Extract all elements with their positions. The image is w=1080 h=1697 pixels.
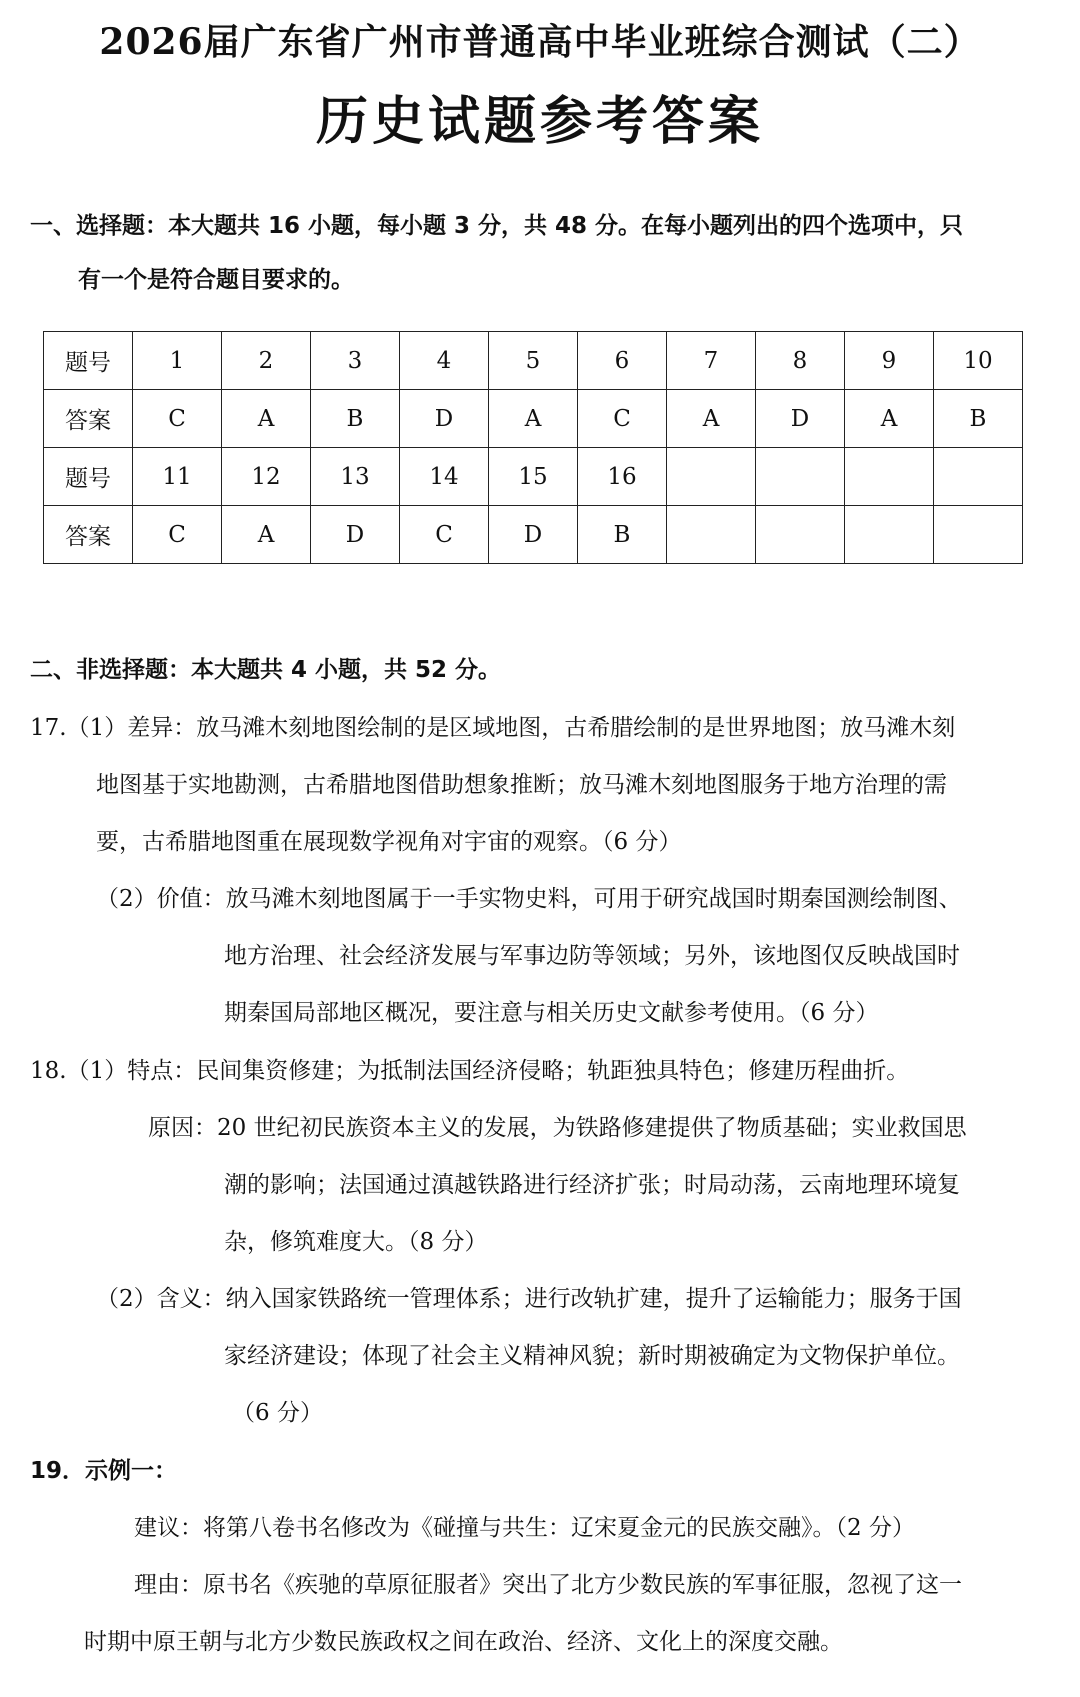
table-cell: 11 bbox=[133, 448, 222, 506]
table-cell: D bbox=[756, 390, 845, 448]
q18-part2-line3: （6 分） bbox=[232, 1400, 323, 1426]
header-cell: 题号 bbox=[44, 448, 133, 506]
table-row bbox=[44, 390, 1023, 448]
table-cell: 6 bbox=[578, 332, 667, 390]
q19-reason-line1: 理由：原书名《疾驰的草原征服者》突出了北方少数民族的军事征服，忽视了这一 bbox=[134, 1572, 962, 1598]
q17-part2-line2: 地方治理、社会经济发展与军事边防等领域；另外，该地图仅反映战国时 bbox=[224, 943, 960, 969]
table-row bbox=[44, 332, 1023, 390]
table-row bbox=[44, 448, 1023, 506]
page-title: 历史试题参考答案 bbox=[315, 92, 764, 152]
q18-part1-line1: 18.（1）特点：民间集资修建；为抵制法国经济侵略；轨距独具特色；修建历程曲折。 bbox=[30, 1058, 910, 1084]
table-cell: A bbox=[489, 390, 578, 448]
table-cell: B bbox=[578, 506, 667, 564]
header-cell: 答案 bbox=[44, 506, 133, 564]
q17-part1-line2: 地图基于实地勘测，古希腊地图借助想象推断；放马滩木刻地图服务于地方治理的需 bbox=[96, 772, 947, 798]
table-cell: A bbox=[667, 390, 756, 448]
q17-part2-line3: 期秦国局部地区概况，要注意与相关历史文献参考使用。（6 分） bbox=[224, 1000, 879, 1026]
table-cell: 7 bbox=[667, 332, 756, 390]
table-cell: D bbox=[311, 506, 400, 564]
q18-part1-line4: 杂，修筑难度大。（8 分） bbox=[224, 1229, 488, 1255]
table-cell: B bbox=[311, 390, 400, 448]
table-cell bbox=[934, 506, 1023, 564]
table-cell bbox=[845, 448, 934, 506]
q19-heading: 19．示例一： bbox=[30, 1458, 178, 1484]
table-cell: 3 bbox=[311, 332, 400, 390]
table-cell: 5 bbox=[489, 332, 578, 390]
table-cell: C bbox=[578, 390, 667, 448]
table-cell: 4 bbox=[400, 332, 489, 390]
table-cell bbox=[845, 506, 934, 564]
section2-heading: 二、非选择题：本大题共 4 小题，共 52 分。 bbox=[30, 657, 502, 683]
table-cell: D bbox=[489, 506, 578, 564]
table-cell: A bbox=[222, 390, 311, 448]
table-cell: 13 bbox=[311, 448, 400, 506]
exam-title: 2026届广东省广州市普通高中毕业班综合测试（二） bbox=[99, 21, 981, 63]
table-cell bbox=[934, 448, 1023, 506]
q18-part2-line1: （2）含义：纳入国家铁路统一管理体系；进行改轨扩建，提升了运输能力；服务于国 bbox=[96, 1286, 962, 1312]
q19-suggestion: 建议：将第八卷书名修改为《碰撞与共生：辽宋夏金元的民族交融》。（2 分） bbox=[134, 1515, 915, 1541]
answer-table bbox=[43, 331, 1023, 564]
q17-part2-line1: （2）价值：放马滩木刻地图属于一手实物史料，可用于研究战国时期秦国测绘制图、 bbox=[96, 886, 962, 912]
table-cell bbox=[667, 448, 756, 506]
table-cell: 12 bbox=[222, 448, 311, 506]
q17-part1-line1: 17.（1）差异：放马滩木刻地图绘制的是区域地图，古希腊绘制的是世界地图；放马滩木刻 bbox=[30, 715, 956, 741]
table-cell: C bbox=[400, 506, 489, 564]
table-cell: A bbox=[845, 390, 934, 448]
table-cell: 15 bbox=[489, 448, 578, 506]
table-cell: 8 bbox=[756, 332, 845, 390]
table-cell: C bbox=[133, 390, 222, 448]
table-cell: 10 bbox=[934, 332, 1023, 390]
table-cell: 16 bbox=[578, 448, 667, 506]
header-cell: 题号 bbox=[44, 332, 133, 390]
table-cell: B bbox=[934, 390, 1023, 448]
table-cell: 9 bbox=[845, 332, 934, 390]
table-cell: 14 bbox=[400, 448, 489, 506]
table-cell: 2 bbox=[222, 332, 311, 390]
table-cell bbox=[756, 506, 845, 564]
header-cell: 答案 bbox=[44, 390, 133, 448]
table-cell: 1 bbox=[133, 332, 222, 390]
q17-part1-line3: 要，古希腊地图重在展现数学视角对宇宙的观察。（6 分） bbox=[96, 829, 682, 855]
q19-reason-line2: 时期中原王朝与北方少数民族政权之间在政治、经济、文化上的深度交融。 bbox=[84, 1629, 843, 1655]
section1-heading: 一、选择题：本大题共 16 小题，每小题 3 分，共 48 分。在每小题列出的四个选项中，只 bbox=[30, 213, 964, 239]
q18-part2-line2: 家经济建设；体现了社会主义精神风貌；新时期被确定为文物保护单位。 bbox=[224, 1343, 960, 1369]
q18-part1-line2: 原因：20 世纪初民族资本主义的发展，为铁路修建提供了物质基础；实业救国思 bbox=[148, 1115, 967, 1141]
table-cell bbox=[756, 448, 845, 506]
q18-part1-line3: 潮的影响；法国通过滇越铁路进行经济扩张；时局动荡，云南地理环境复 bbox=[224, 1172, 960, 1198]
table-cell: D bbox=[400, 390, 489, 448]
table-cell: C bbox=[133, 506, 222, 564]
section1-heading-cont: 有一个是符合题目要求的。 bbox=[78, 267, 354, 293]
table-cell: A bbox=[222, 506, 311, 564]
table-row bbox=[44, 506, 1023, 564]
table-cell bbox=[667, 506, 756, 564]
